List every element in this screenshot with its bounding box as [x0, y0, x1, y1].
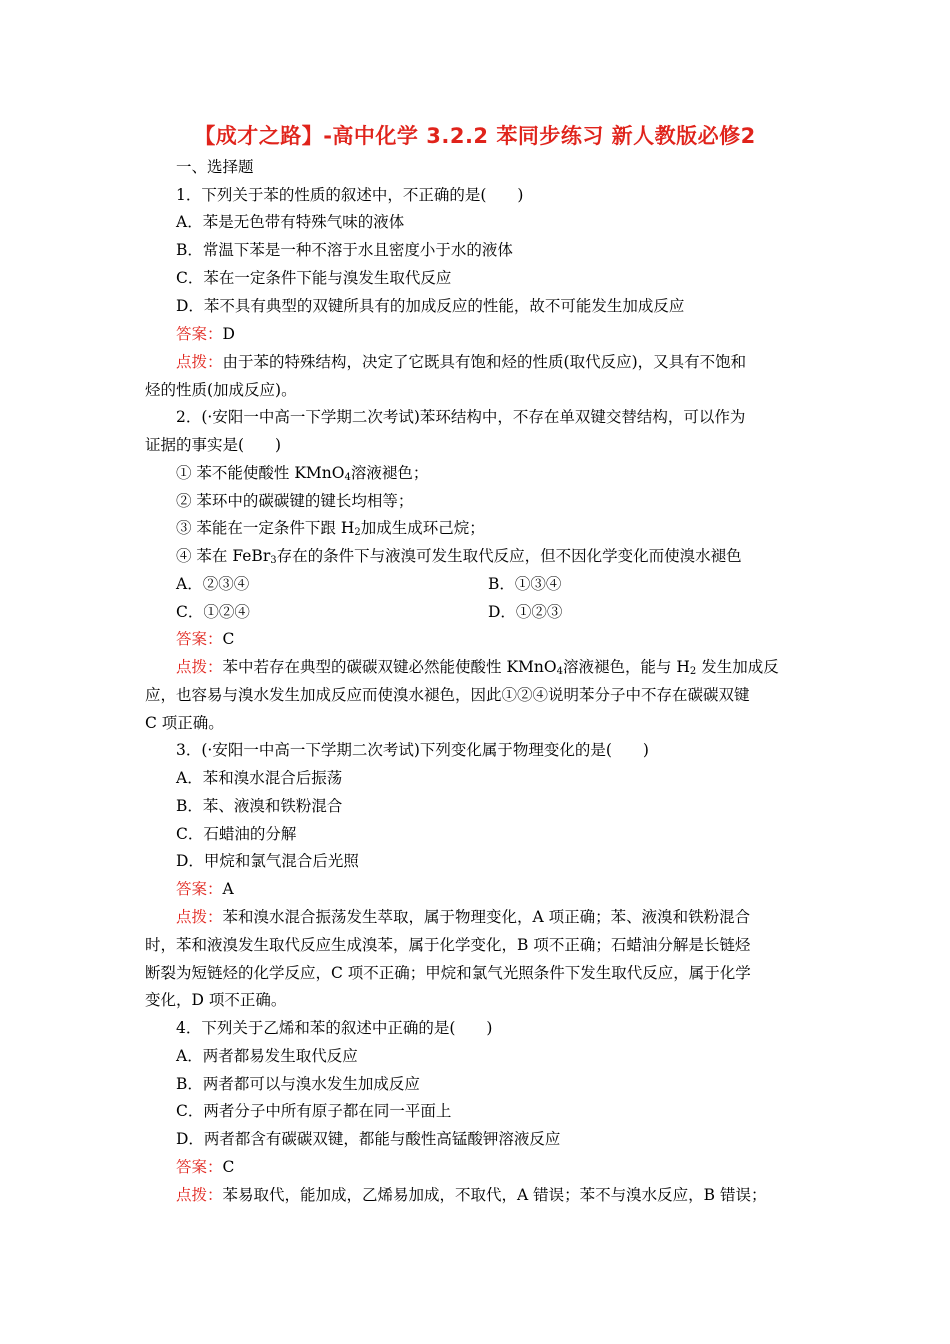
q3-hint-text: 苯和溴水混合振荡发生萃取，属于物理变化，A 项正确；苯、液溴和铁粉混合 [222, 908, 751, 926]
q2-statement-2: ② 苯环中的碳碳键的键长均相等； [176, 492, 414, 510]
hint-label: 点拨： [176, 353, 223, 371]
q2-option-a: A．②③④ [176, 575, 250, 593]
q3-option-c: C．石蜡油的分解 [176, 825, 297, 843]
q2-answer [176, 629, 234, 649]
q1-stem: 1．下列关于苯的性质的叙述中，不正确的是( ) [176, 186, 524, 204]
answer-label: 答案： [176, 880, 223, 898]
q3-hint-cont-3: 变化，D 项不正确。 [145, 991, 287, 1009]
section-heading: 一、选择题 [176, 158, 254, 176]
q2-statement-4-text: ④ 苯在 FeBr [176, 547, 271, 565]
subscript: 2 [689, 666, 697, 677]
q2-statement-3-tail: 加成生成环己烷； [360, 519, 485, 537]
q2-stem-cont: 证据的事实是( ) [145, 436, 282, 454]
q1-option-d: D．苯不具有典型的双键所具有的加成反应的性能，故不可能发生加成反应 [176, 297, 685, 315]
q4-option-b: B．两者都可以与溴水发生加成反应 [176, 1075, 420, 1093]
q3-hint-cont-2: 断裂为短链烃的化学反应，C 项不正确；甲烷和氯气光照条件下发生取代反应，属于化学 [145, 964, 751, 982]
q2-hint-cont-2: C 项正确。 [145, 714, 224, 732]
answer-label: 答案： [176, 325, 223, 343]
q4-hint [176, 1185, 766, 1205]
q3-option-a: A．苯和溴水混合后振荡 [176, 769, 343, 787]
answer-label: 答案： [176, 1158, 223, 1176]
hint-label: 点拨： [176, 908, 223, 926]
subscript: 4 [556, 666, 563, 677]
q1-answer [176, 324, 235, 344]
q2-hint-cont: 应，也容易与溴水发生加成反应而使溴水褪色，因此①②④说明苯分子中不存在碳碳双键 [145, 686, 750, 704]
q1-hint [176, 352, 746, 372]
q4-hint-text: 苯易取代，能加成，乙烯易加成，不取代，A 错误；苯不与溴水反应，B 错误； [222, 1186, 767, 1204]
q2-stem: 2．(·安阳一中高一下学期二次考试)苯环结构中，不存在单双键交替结构，可以作为 [176, 408, 746, 426]
subscript: 4 [344, 472, 351, 483]
q2-statement-3-text: ③ 苯能在一定条件下跟 H [176, 519, 355, 537]
q2-answer-value: C [222, 630, 235, 648]
q3-answer-value: A [222, 880, 234, 898]
hint-label: 点拨： [176, 1186, 223, 1204]
q2-option-b: B．①③④ [488, 575, 562, 593]
q4-option-a: A．两者都易发生取代反应 [176, 1047, 358, 1065]
q1-hint-cont: 烃的性质(加成反应)。 [145, 381, 297, 399]
q2-statement-4-tail: 存在的条件下与液溴可发生取代反应，但不因化学变化而使溴水褪色 [276, 547, 742, 565]
q4-option-d: D．两者都含有碳碳双键，都能与酸性高锰酸钾溶液反应 [176, 1130, 561, 1148]
answer-label: 答案： [176, 630, 223, 648]
q2-statement-4 [176, 546, 742, 566]
q3-option-b: B．苯、液溴和铁粉混合 [176, 797, 343, 815]
q4-stem: 4．下列关于乙烯和苯的叙述中正确的是( ) [176, 1019, 493, 1037]
q1-option-c: C．苯在一定条件下能与溴发生取代反应 [176, 269, 452, 287]
q2-hint-text: 苯中若存在典型的碳碳双键必然能使酸性 KMnO [222, 658, 557, 676]
q1-answer-value: D [222, 325, 235, 343]
q2-option-c: C．①②④ [176, 603, 250, 621]
q3-stem: 3．(·安阳一中高一下学期二次考试)下列变化属于物理变化的是( ) [176, 741, 649, 759]
q2-statement-1-tail: 溶液褪色； [350, 464, 429, 482]
q2-hint [176, 657, 779, 677]
q2-statement-1 [176, 463, 428, 483]
q1-option-b: B．常温下苯是一种不溶于水且密度小于水的液体 [176, 241, 513, 259]
q4-option-c: C．两者分子中所有原子都在同一平面上 [176, 1102, 452, 1120]
q2-hint-text-b: 溶液褪色，能与 H [562, 658, 690, 676]
document-title: 【成才之路】-高中化学 3.2.2 苯同步练习 新人教版必修2 [194, 124, 756, 148]
hint-label: 点拨： [176, 658, 223, 676]
q2-hint-text-c: 发生加成反 [696, 658, 779, 676]
q3-option-d: D．甲烷和氯气混合后光照 [176, 852, 359, 870]
q2-option-d: D．①②③ [488, 603, 563, 621]
q3-answer [176, 879, 234, 899]
q4-answer-value: C [222, 1158, 235, 1176]
subscript: 2 [354, 527, 361, 538]
q1-hint-text: 由于苯的特殊结构，决定了它既具有饱和烃的性质(取代反应)，又具有不饱和 [222, 353, 747, 371]
subscript: 3 [270, 555, 277, 566]
q2-statement-1-text: ① 苯不能使酸性 KMnO [176, 464, 345, 482]
q1-option-a: A．苯是无色带有特殊气味的液体 [176, 213, 405, 231]
q3-hint-cont: 时，苯和液溴发生取代反应生成溴苯，属于化学变化，B 项不正确；石蜡油分解是长链烃 [145, 936, 751, 954]
q2-statement-3 [176, 518, 485, 538]
q4-answer [176, 1157, 234, 1177]
q3-hint [176, 907, 750, 927]
